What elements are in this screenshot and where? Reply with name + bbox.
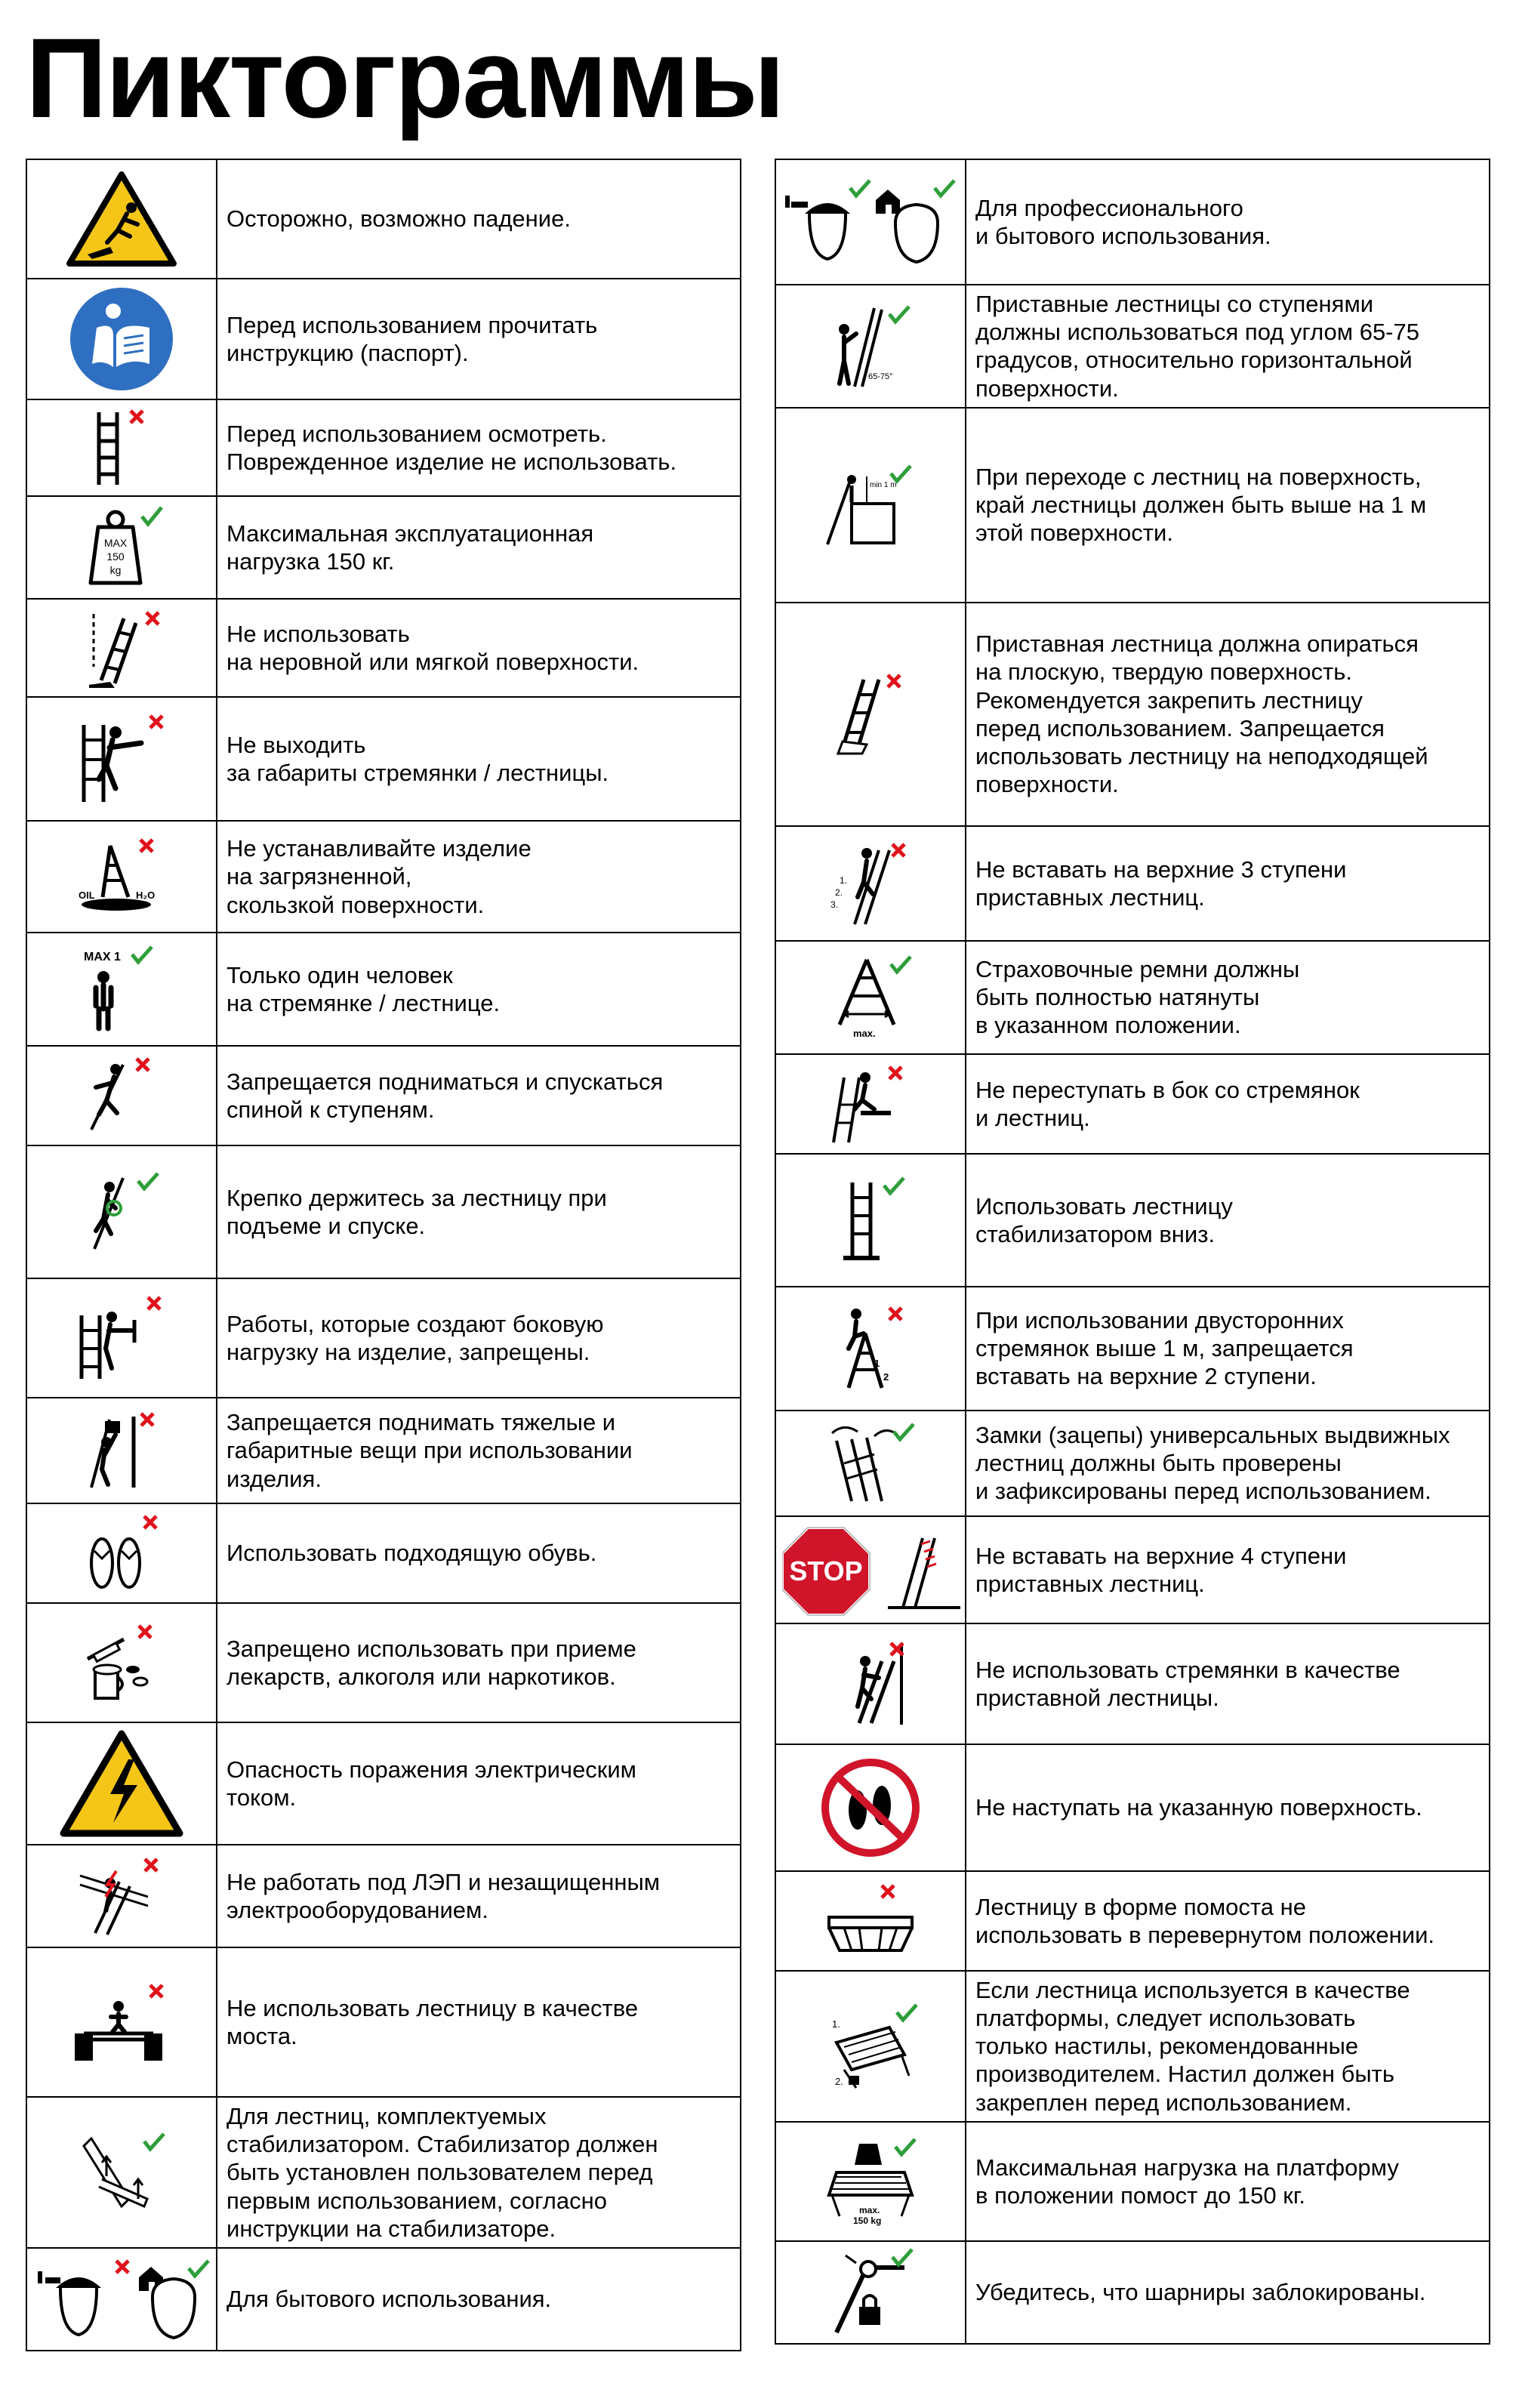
icon-cell xyxy=(775,1744,966,1871)
fall-warning-icon xyxy=(65,170,178,268)
pictogram-description: Использовать подходящую обувь. xyxy=(217,1503,741,1603)
stabilizer-install-icon xyxy=(69,2123,174,2221)
professional-home-use-icon xyxy=(782,173,963,271)
pictogram-description: Приставная лестница должна опираться на плоскую, твердую поверхность. Рекомендуется закрепить лестницу перед использованием. Запрещается использовать лестницу на неподходящей поверхности. xyxy=(966,603,1490,826)
pictogram-description: Не переступать в бок со стремянок и лестниц. xyxy=(966,1054,1490,1154)
hinges-locked-icon xyxy=(821,2248,920,2337)
pictogram-description: Для бытового использования. xyxy=(217,2248,741,2351)
pictogram-description: Замки (зацепы) универсальных выдвижных лестниц должны быть проверены и зафиксированы перед использованием. xyxy=(966,1411,1490,1516)
spreader-straps-icon xyxy=(821,952,920,1043)
oil-label: OIL xyxy=(79,890,95,901)
pictogram-description: Убедитесь, что шарниры заблокированы. xyxy=(966,2241,1490,2344)
power-line-icon xyxy=(72,1855,171,1938)
icon-cell xyxy=(26,1722,217,1845)
heavy-load-icon xyxy=(76,1409,167,1492)
icon-cell xyxy=(26,933,217,1046)
icon-cell xyxy=(775,1054,966,1154)
uneven-surface-icon xyxy=(72,606,171,689)
max-one-label: MAX 1 xyxy=(84,951,121,964)
icon-cell xyxy=(26,1845,217,1947)
step-label: 1. xyxy=(832,2018,840,2030)
icon-cell xyxy=(775,408,966,603)
svg-text:kg: kg xyxy=(109,564,122,576)
icon-cell xyxy=(26,1947,217,2097)
pictogram-description: Запрещено использовать при приеме лекарств, алкоголя или наркотиков. xyxy=(217,1603,741,1722)
step-label: 1 xyxy=(874,1357,880,1369)
angle-65-75-icon xyxy=(821,301,920,391)
locks-check-icon xyxy=(821,1418,920,1509)
max-load-label: 150 kg xyxy=(853,2215,882,2226)
icon-cell xyxy=(26,1145,217,1278)
no-side-step-icon xyxy=(821,1062,920,1145)
icon-cell xyxy=(26,599,217,697)
stabilizer-down-icon xyxy=(825,1175,916,1266)
step-label: 2 xyxy=(883,1370,889,1383)
pictogram-description: Не вставать на верхние 4 ступени приставных лестниц. xyxy=(966,1516,1490,1623)
no-drugs-alcohol-icon xyxy=(72,1621,171,1704)
icon-cell xyxy=(26,1278,217,1398)
pictogram-description: Не использовать на неровной или мягкой поверхности. xyxy=(217,599,741,697)
pictogram-description: Страховочные ремни должны быть полностью натянуты в указанном положении. xyxy=(966,941,1490,1054)
icon-cell xyxy=(775,285,966,408)
pictogram-description: Не использовать лестницу в качестве моста. xyxy=(217,1947,741,2097)
back-to-ladder-icon xyxy=(76,1054,167,1137)
stop-top-4-steps-icon xyxy=(782,1523,963,1617)
pictogram-description: Приставные лестницы со ступенями должны использоваться под углом 65-75 градусов, относительно горизонтальной поверхности. xyxy=(966,285,1490,408)
icon-cell xyxy=(26,159,217,279)
hold-ladder-icon xyxy=(76,1170,167,1253)
icon-cell xyxy=(775,1154,966,1287)
icon-cell xyxy=(775,1411,966,1516)
pictogram-description: Работы, которые создают боковую нагрузку на изделие, запрещены. xyxy=(217,1278,741,1398)
pictogram-description: Перед использованием осмотреть. Поврежденное изделие не использовать. xyxy=(217,399,741,496)
not-as-leaning-ladder-icon xyxy=(821,1639,920,1729)
step-label: 1. xyxy=(840,874,848,886)
pictogram-description: Не выходить за габариты стремянки / лестницы. xyxy=(217,697,741,821)
max-load-weight-icon xyxy=(72,503,171,592)
icon-cell xyxy=(775,826,966,941)
platform-upside-down-icon xyxy=(814,1879,927,1962)
inspect-ladder-icon xyxy=(76,406,167,489)
pictogram-table-right xyxy=(775,159,1490,2345)
pictogram-description: Максимальная нагрузка на платформу в положении помост до 150 кг. xyxy=(966,2122,1490,2241)
icon-cell xyxy=(26,1503,217,1603)
icon-cell xyxy=(26,1046,217,1145)
icon-cell xyxy=(26,821,217,933)
step-label: 2. xyxy=(835,2075,843,2087)
pictogram-description: Не наступать на указанную поверхность. xyxy=(966,1744,1490,1871)
min-1m-label: min 1 m xyxy=(870,480,897,489)
footwear-icon xyxy=(76,1512,167,1595)
pictogram-description: Не устанавливайте изделие на загрязненной, скользкой поверхности. xyxy=(217,821,741,933)
overreach-icon xyxy=(69,710,174,808)
pictogram-description: Опасность поражения электрическим током. xyxy=(217,1722,741,1845)
platform-boards-icon xyxy=(814,1997,927,2095)
icon-cell xyxy=(26,279,217,399)
icon-cell xyxy=(26,2248,217,2351)
icon-cell xyxy=(775,1623,966,1744)
pictogram-table-left xyxy=(26,159,741,2351)
top-2-steps-icon xyxy=(821,1303,920,1394)
not-a-bridge-icon xyxy=(69,1981,174,2064)
pictogram-description: Запрещается подниматься и спускаться спиной к ступеням. xyxy=(217,1046,741,1145)
icon-cell xyxy=(775,1287,966,1411)
pictogram-description: При переходе с лестниц на поверхность, край лестницы должен быть выше на 1 м этой поверхности. xyxy=(966,408,1490,603)
icon-cell xyxy=(775,159,966,285)
icon-cell xyxy=(775,1871,966,1971)
max-label: max. xyxy=(853,1027,876,1039)
icon-cell xyxy=(775,941,966,1054)
icon-cell xyxy=(26,2097,217,2248)
electric-hazard-icon xyxy=(59,1729,184,1838)
platform-max-load-icon xyxy=(814,2135,927,2228)
read-manual-icon xyxy=(68,285,175,393)
stop-label: STOP xyxy=(789,1555,863,1586)
pictogram-description: Не вставать на верхние 3 ступени приставных лестниц. xyxy=(966,826,1490,941)
step-label: 3. xyxy=(830,899,839,910)
pictogram-description: Перед использованием прочитать инструкцию (паспорт). xyxy=(217,279,741,399)
svg-text:MAX: MAX xyxy=(103,537,128,549)
icon-cell xyxy=(26,496,217,599)
no-step-surface-icon xyxy=(820,1757,921,1858)
icon-cell xyxy=(775,2241,966,2344)
pictogram-description: Максимальная эксплуатационная нагрузка 150 кг. xyxy=(217,496,741,599)
top-3-steps-icon xyxy=(821,838,920,929)
step-label: 2. xyxy=(835,886,843,898)
pictogram-description: Использовать лестницу стабилизатором вниз. xyxy=(966,1154,1490,1287)
pictogram-description: Если лестница используется в качестве платформы, следует использовать только настилы, рекомендованные производителем. Настил должен быть закреплен перед использованием. xyxy=(966,1971,1490,2122)
slippery-surface-icon xyxy=(72,835,171,918)
icon-cell xyxy=(26,399,217,496)
extend-1m-icon xyxy=(821,460,920,550)
pictogram-description: Для лестниц, комплектуемых стабилизатором. Стабилизатор должен быть установлен пользователем перед первым использованием, согласно инструкции на стабилизаторе. xyxy=(217,2097,741,2248)
angle-label: 65-75° xyxy=(868,372,893,382)
max-load-label: max. xyxy=(859,2204,880,2215)
water-label: H₂O xyxy=(136,890,156,901)
pictogram-description: Для профессионального и бытового использования. xyxy=(966,159,1490,285)
page-title: Пиктограммы xyxy=(26,14,784,141)
icon-cell xyxy=(775,2122,966,2241)
icon-cell xyxy=(26,1398,217,1503)
pictogram-description: При использовании двусторонних стремянок выше 1 м, запрещается вставать на верхние 2 ступени. xyxy=(966,1287,1490,1411)
pictogram-description: Крепко держитесь за лестницу при подъеме и спуске. xyxy=(217,1145,741,1278)
pictogram-description: Лестницу в форме помоста не использовать в перевернутом положении. xyxy=(966,1871,1490,1971)
side-load-icon xyxy=(72,1293,171,1383)
icon-cell xyxy=(775,1971,966,2122)
home-use-only-icon xyxy=(33,2255,214,2344)
level-firm-surface-icon xyxy=(821,669,920,760)
one-person-icon xyxy=(76,944,167,1034)
pictogram-description: Запрещается поднимать тяжелые и габаритные вещи при использовании изделия. xyxy=(217,1398,741,1503)
icon-cell xyxy=(26,1603,217,1722)
pictogram-description: Не использовать стремянки в качестве приставной лестницы. xyxy=(966,1623,1490,1744)
svg-text:150: 150 xyxy=(106,550,125,563)
icon-cell xyxy=(775,603,966,826)
icon-cell xyxy=(26,697,217,821)
pictogram-description: Осторожно, возможно падение. xyxy=(217,159,741,279)
pictogram-description: Только один человек на стремянке / лестнице. xyxy=(217,933,741,1046)
icon-cell xyxy=(775,1516,966,1623)
pictogram-description: Не работать под ЛЭП и незащищенным электрооборудованием. xyxy=(217,1845,741,1947)
